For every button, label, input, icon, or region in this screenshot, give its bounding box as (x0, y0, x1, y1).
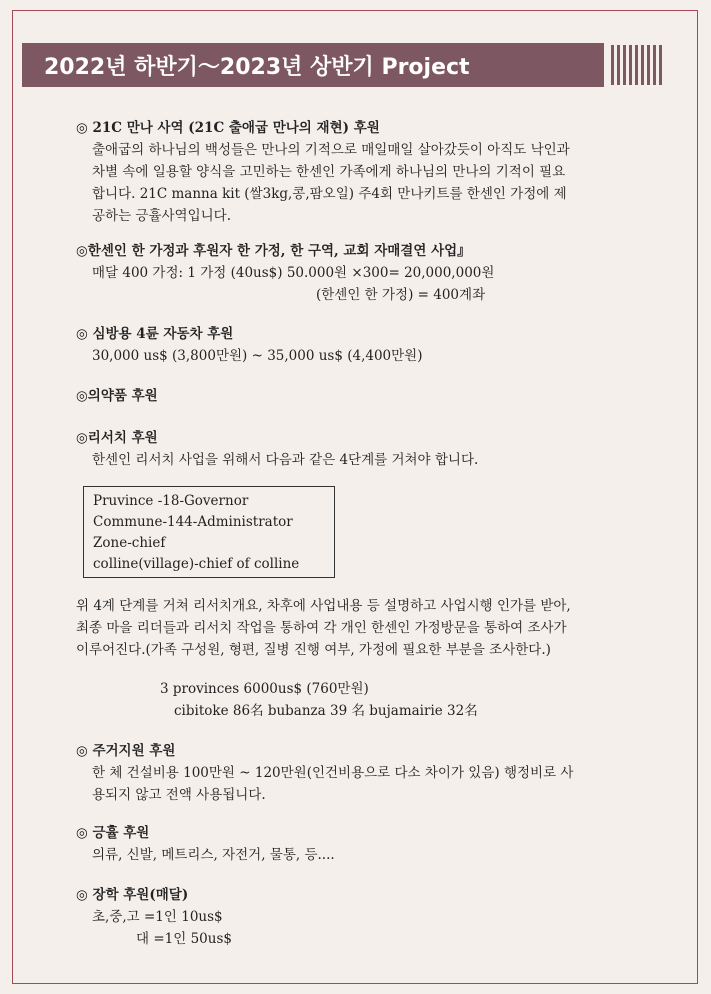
box-line: colline(village)-chief of colline (93, 556, 300, 572)
box-line: Zone-chief (93, 535, 166, 551)
section-scholarship (76, 884, 232, 950)
section-heading: ◎ 주거지원 후원 (76, 743, 176, 759)
paragraph-line: 한 체 건설비용 100만원 ~ 120만원(인건비용으로 다소 차이가 있음) 행정비로 사 (92, 765, 574, 781)
section-heading: ◎의약품 후원 (76, 388, 158, 404)
section-sisterhood (76, 240, 494, 306)
box-line: Commune-144-Administrator (93, 514, 293, 530)
section-housing (76, 740, 573, 806)
paragraph-line: 초,중,고 =1인 10us$ (92, 909, 223, 925)
paragraph-line: 합니다. 21C manna kit (쌀3kg,콩,팜오일) 주4회 만나키트를 한센인 가정에 제 (92, 186, 567, 202)
section-car (76, 323, 422, 367)
section-research (76, 427, 478, 471)
section-heading: ◎ 장학 후원(매달) (76, 887, 189, 903)
section-relief (76, 822, 335, 866)
provinces-info (76, 678, 478, 722)
paragraph-line: 의류, 신발, 메트리스, 자전거, 물통, 등.... (92, 847, 335, 863)
paragraph-line: 이루어진다.(가족 구성원, 형편, 질병 진행 여부, 가정에 필요한 부분을 조사한다.) (76, 642, 551, 658)
paragraph-line: 차별 속에 일용할 양식을 고민하는 한센인 가족에게 하나님의 만나의 기적이 필요 (92, 164, 566, 180)
paragraph-line: 3 provinces 6000us$ (760만원) (160, 681, 369, 697)
section-heading: ◎ 심방용 4륜 자동차 후원 (76, 326, 234, 342)
section-heading: ◎리서치 후원 (76, 430, 158, 446)
paragraph-line: cibitoke 86名 bubanza 39 名 bujamairie 32名 (174, 703, 478, 719)
paragraph-line: 30,000 us$ (3,800만원) ~ 35,000 us$ (4,400만원) (92, 348, 423, 364)
paragraph-line: 용되지 않고 전액 사용됩니다. (92, 787, 266, 803)
paragraph-line: 출애굽의 하나님의 백성들은 만나의 기적으로 매일매일 살아갔듯이 아직도 낙인과 (92, 142, 570, 158)
section-heading: ◎ 긍휼 후원 (76, 825, 150, 841)
paragraph-line: 위 4계 단계를 거쳐 리서치개요, 차후에 사업내용 등 설명하고 사업시행 인가를 받아, (76, 598, 571, 614)
section-manna (76, 117, 570, 227)
paragraph-line: (한센인 한 가정) = 400계좌 (316, 287, 486, 303)
section-heading: ◎ 21C 만나 사역 (21C 출애굽 만나의 재현) 후원 (76, 120, 380, 136)
paragraph-line: 최종 마을 리더들과 리서치 작업을 통하여 각 개인 한센인 가정방문을 통하여 조사가 (76, 620, 567, 636)
admin-levels-box (83, 486, 335, 578)
section-medicine (76, 385, 158, 407)
paragraph-line: 한센인 리서치 사업을 위해서 다음과 같은 4단계를 거쳐야 합니다. (92, 452, 479, 468)
paragraph-line: 공하는 긍휼사역입니다. (92, 208, 231, 224)
research-description (76, 595, 571, 661)
box-line: Pruvince -18-Governor (93, 493, 249, 509)
page-title: 2022년 하반기～2023년 상반기 Project (44, 55, 470, 80)
paragraph-line: 매달 400 가정: 1 가정 (40us$) 50.000원 ×300= 20,000,000원 (92, 265, 495, 281)
section-heading: ◎한센인 한 가정과 후원자 한 가정, 한 구역, 교회 자매결연 사업』 (76, 243, 471, 259)
paragraph-line: 대 =1인 50us$ (136, 931, 232, 947)
